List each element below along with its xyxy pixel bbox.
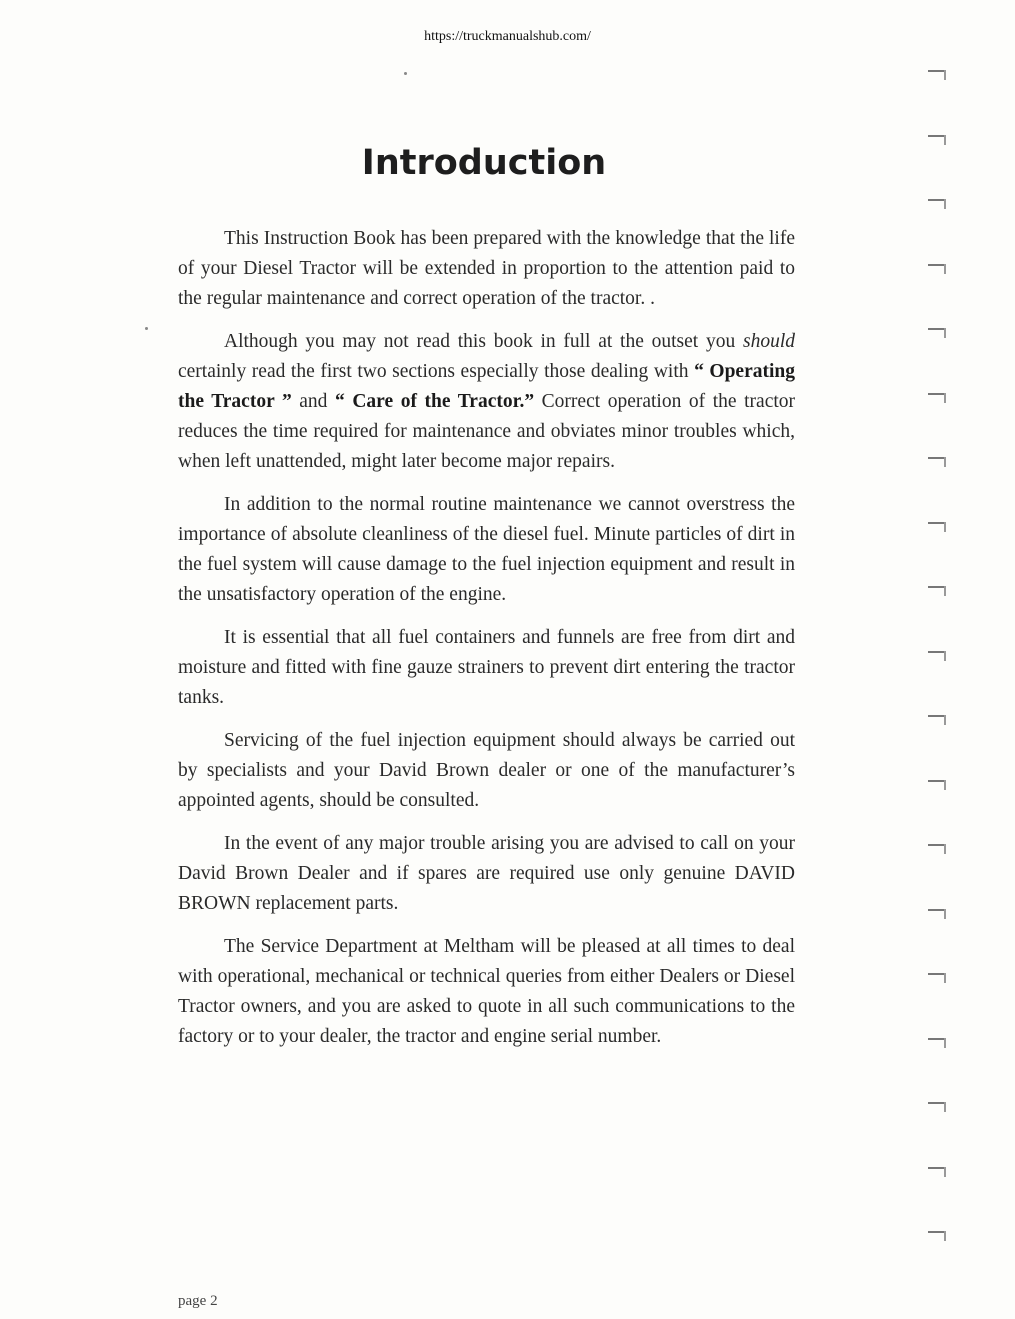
edge-tick-mark: [928, 70, 944, 72]
edge-tick-mark: [928, 522, 944, 524]
paragraph: [178, 932, 795, 1052]
edge-tick-mark: [928, 1231, 944, 1233]
text-run: It is essential that all fuel containers and funnels are free from dirt and moisture and fitted with fine gauze strainers to prevent dirt entering the tractor tanks.: [178, 627, 795, 708]
edge-tick-mark: [928, 457, 944, 459]
text-run: Servicing of the fuel injection equipment should always be carried out by specialists and your David Brown dealer or one of the manufacturer’s appointed agents, should be consulted.: [178, 730, 795, 811]
text-run: This Instruction Book has been prepared with the knowledge that the life of your Diesel Tractor will be extended in proportion to the attention paid to the regular maintenance and correct operation of the tractor. .: [178, 228, 795, 309]
edge-tick-mark: [928, 780, 944, 782]
text-run: certainly read the first two sections especially those dealing with: [178, 361, 695, 382]
source-url: https://truckmanualshub.com/: [424, 29, 591, 44]
paragraph: [178, 224, 795, 314]
edge-tick-mark: [928, 909, 944, 911]
text-run: and: [291, 391, 336, 412]
edge-tick-mark: [928, 199, 944, 201]
edge-tick-mark: [928, 264, 944, 266]
edge-tick-mark: [928, 844, 944, 846]
page-number: page 2: [178, 1293, 218, 1309]
binding-edge-marks: [928, 0, 948, 1319]
paragraph: [178, 726, 795, 816]
bold-text: “ Care of the Tractor.”: [335, 391, 535, 412]
edge-tick-mark: [928, 393, 944, 395]
text-run: In the event of any major trouble arising you are advised to call on your David Brown Dealer and if spares are required use only genuine DAVID BROWN replacement parts.: [178, 833, 795, 914]
paragraph: [178, 327, 795, 477]
edge-tick-mark: [928, 1167, 944, 1169]
edge-tick-mark: [928, 1038, 944, 1040]
paragraph: [178, 829, 795, 919]
edge-tick-mark: [928, 586, 944, 588]
body-text: [178, 224, 795, 1065]
edge-tick-mark: [928, 715, 944, 717]
scan-speck: [145, 327, 148, 330]
paragraph: [178, 623, 795, 713]
text-run: Correct operation of the tractor reduces the time required for maintenance and obviates minor troubles which, when left unattended, might later become major repairs.: [178, 391, 796, 472]
text-run: The Service Department at Meltham will be pleased at all times to deal with operational, mechanical or technical queries from either Dealers or Diesel Tractor owners, and you are asked to quote in all such communications to the factory or to your dealer, the tractor and engine serial number.: [178, 936, 795, 1047]
edge-tick-mark: [928, 973, 944, 975]
scan-speck: [404, 72, 407, 75]
edge-tick-mark: [928, 651, 944, 653]
edge-tick-mark: [928, 1102, 944, 1104]
paragraph: [178, 490, 795, 610]
text-run: In addition to the normal routine maintenance we cannot overstress the importance of absolute cleanliness of the diesel fuel. Minute particles of dirt in the fuel system will cause damage to the fuel injection equipment and result in the unsatisfactory operation of the engine.: [178, 494, 795, 605]
italic-text: should: [742, 331, 795, 352]
edge-tick-mark: [928, 135, 944, 137]
page-title: Introduction: [361, 143, 607, 183]
edge-tick-mark: [928, 328, 944, 330]
text-run: Although you may not read this book in full at the outset you: [224, 331, 743, 352]
bold-text: “ Operating the Tractor ”: [178, 361, 795, 412]
